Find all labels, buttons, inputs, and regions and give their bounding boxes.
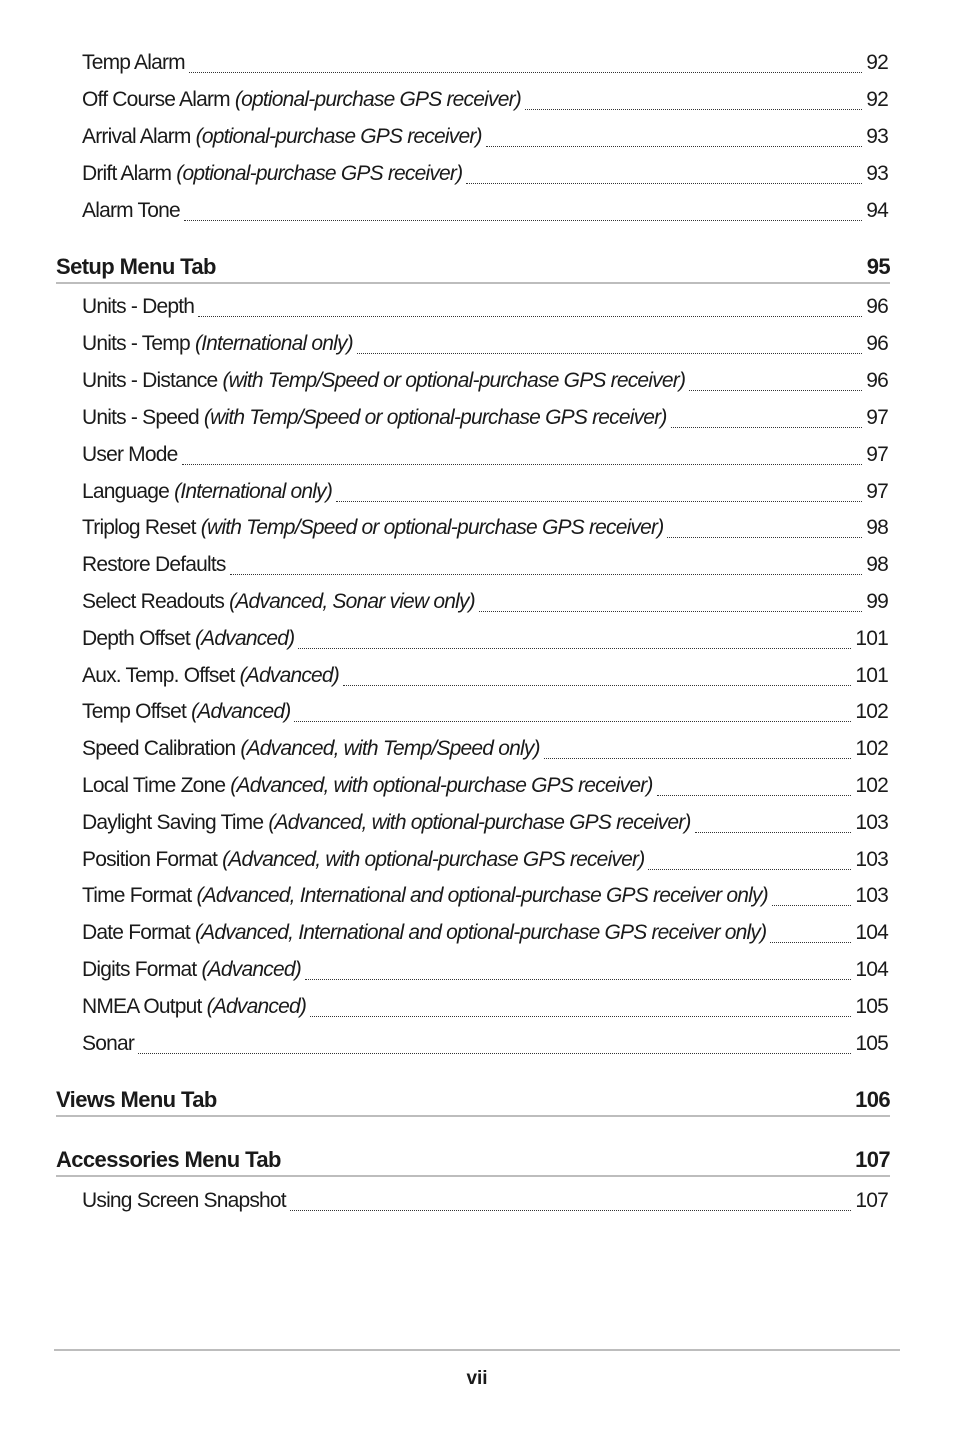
entry-label: Units - Temp (International only): [82, 332, 353, 355]
toc-entry[interactable]: [82, 921, 888, 951]
dot-leader: [648, 868, 851, 870]
toc-entry[interactable]: [82, 1189, 888, 1219]
dot-leader: [525, 108, 862, 110]
footer-page-number: vii: [466, 1368, 488, 1389]
toc-entry[interactable]: [82, 406, 888, 436]
dot-leader: [310, 1015, 851, 1017]
section-title: Setup Menu Tab: [56, 254, 216, 279]
toc-entry[interactable]: [82, 700, 888, 730]
entry-label: Temp Offset (Advanced): [82, 700, 291, 723]
dot-leader: [667, 536, 862, 538]
toc-entry[interactable]: [82, 884, 888, 914]
dot-leader: [184, 219, 862, 221]
entry-page-number: 104: [855, 921, 888, 944]
entry-page-number: 102: [855, 737, 888, 760]
entry-label: Local Time Zone (Advanced, with optional-purchase GPS receiver): [82, 774, 653, 797]
entry-page-number: 93: [866, 125, 888, 148]
dot-leader: [479, 610, 862, 612]
section-heading-views[interactable]: [56, 1079, 890, 1117]
section-heading-accessories[interactable]: [56, 1139, 890, 1177]
toc-entry[interactable]: [82, 199, 888, 229]
entry-page-number: 105: [855, 995, 888, 1018]
dot-leader: [689, 389, 862, 391]
dot-leader: [357, 352, 862, 354]
entry-page-number: 94: [866, 199, 888, 222]
entry-page-number: 107: [855, 1189, 888, 1212]
toc-entry[interactable]: [82, 332, 888, 362]
toc-entry[interactable]: [82, 369, 888, 399]
entry-label: Sonar: [82, 1032, 135, 1055]
toc-entry[interactable]: [82, 627, 888, 657]
dot-leader: [466, 182, 862, 184]
dot-leader: [657, 794, 852, 796]
entry-label: Alarm Tone: [82, 199, 180, 222]
toc-entry[interactable]: [82, 811, 888, 841]
entry-label: Units - Distance (with Temp/Speed or optional-purchase GPS receiver): [82, 369, 686, 392]
dot-leader: [305, 978, 851, 980]
entry-label: Using Screen Snapshot: [82, 1189, 286, 1212]
entry-page-number: 97: [866, 480, 888, 503]
entry-page-number: 97: [866, 443, 888, 466]
entry-label: Drift Alarm (optional-purchase GPS receiver): [82, 162, 463, 185]
toc-entry[interactable]: [82, 125, 888, 155]
entry-page-number: 96: [866, 369, 888, 392]
entry-page-number: 105: [855, 1032, 888, 1055]
dot-leader: [671, 426, 863, 428]
section-title: Views Menu Tab: [56, 1087, 217, 1112]
dot-leader: [230, 573, 863, 575]
entry-page-number: 102: [855, 774, 888, 797]
entry-label: Off Course Alarm (optional-purchase GPS receiver): [82, 88, 521, 111]
dot-leader: [336, 500, 862, 502]
section-heading-setup[interactable]: [56, 246, 890, 284]
toc-entry[interactable]: [82, 88, 888, 118]
entry-label: Units - Speed (with Temp/Speed or optional-purchase GPS receiver): [82, 406, 667, 429]
entry-label: Position Format (Advanced, with optional-purchase GPS receiver): [82, 848, 645, 871]
dot-leader: [486, 145, 863, 147]
toc-entry[interactable]: [82, 664, 888, 694]
toc-entry[interactable]: [82, 1032, 888, 1062]
dot-leader: [298, 647, 851, 649]
entry-page-number: 103: [855, 884, 888, 907]
entry-label: Aux. Temp. Offset (Advanced): [82, 664, 339, 687]
toc-entry[interactable]: [82, 51, 888, 81]
dot-leader: [772, 904, 852, 906]
entry-page-number: 92: [866, 88, 888, 111]
toc-entry[interactable]: [82, 162, 888, 192]
dot-leader: [695, 831, 852, 833]
dot-leader: [294, 720, 851, 722]
entry-label: Triplog Reset (with Temp/Speed or optional-purchase GPS receiver): [82, 516, 664, 539]
toc-entry[interactable]: [82, 480, 888, 510]
entry-page-number: 101: [855, 627, 888, 650]
dot-leader: [544, 757, 852, 759]
toc-entry[interactable]: [82, 443, 888, 473]
entry-label: Restore Defaults: [82, 553, 226, 576]
dot-leader: [138, 1052, 851, 1054]
entry-label: Language (International only): [82, 480, 333, 503]
entry-page-number: 92: [866, 51, 888, 74]
dot-leader: [770, 941, 851, 943]
dot-leader: [189, 71, 862, 73]
section-page-number: 95: [866, 254, 890, 279]
entry-page-number: 97: [866, 406, 888, 429]
entry-label: Temp Alarm: [82, 51, 185, 74]
entry-page-number: 101: [855, 664, 888, 687]
section-page-number: 107: [855, 1147, 890, 1172]
entry-page-number: 99: [866, 590, 888, 613]
toc-entry[interactable]: [82, 848, 888, 878]
entry-page-number: 104: [855, 958, 888, 981]
entry-page-number: 103: [855, 811, 888, 834]
entry-label: Speed Calibration (Advanced, with Temp/Speed only): [82, 737, 540, 760]
entry-page-number: 96: [866, 332, 888, 355]
entry-page-number: 103: [855, 848, 888, 871]
footer-divider: [54, 1349, 900, 1351]
toc-entry[interactable]: [82, 590, 888, 620]
section-page-number: 106: [855, 1087, 890, 1112]
toc-entry[interactable]: [82, 295, 888, 325]
entry-label: Select Readouts (Advanced, Sonar view only): [82, 590, 475, 613]
entry-label: Time Format (Advanced, International and optional-purchase GPS receiver only): [82, 884, 768, 907]
dot-leader: [198, 315, 862, 317]
toc-entry[interactable]: [82, 737, 888, 767]
entry-label: User Mode: [82, 443, 178, 466]
dot-leader: [182, 463, 863, 465]
entry-label: Units - Depth: [82, 295, 195, 318]
entry-page-number: 96: [866, 295, 888, 318]
entry-label: Digits Format (Advanced): [82, 958, 301, 981]
toc-entry[interactable]: [82, 958, 888, 988]
dot-leader: [290, 1209, 852, 1211]
entry-label: Date Format (Advanced, International and optional-purchase GPS receiver only): [82, 921, 767, 944]
section-title: Accessories Menu Tab: [56, 1147, 281, 1172]
entry-page-number: 102: [855, 700, 888, 723]
toc-entry[interactable]: [82, 553, 888, 583]
entry-label: Daylight Saving Time (Advanced, with optional-purchase GPS receiver): [82, 811, 691, 834]
entry-label: NMEA Output (Advanced): [82, 995, 307, 1018]
entry-label: Depth Offset (Advanced): [82, 627, 295, 650]
toc-entry[interactable]: [82, 995, 888, 1025]
entry-page-number: 98: [866, 516, 888, 539]
entry-page-number: 93: [866, 162, 888, 185]
dot-leader: [343, 684, 851, 686]
entry-page-number: 98: [866, 553, 888, 576]
toc-entry[interactable]: [82, 516, 888, 546]
toc-entry[interactable]: [82, 774, 888, 804]
entry-label: Arrival Alarm (optional-purchase GPS receiver): [82, 125, 482, 148]
